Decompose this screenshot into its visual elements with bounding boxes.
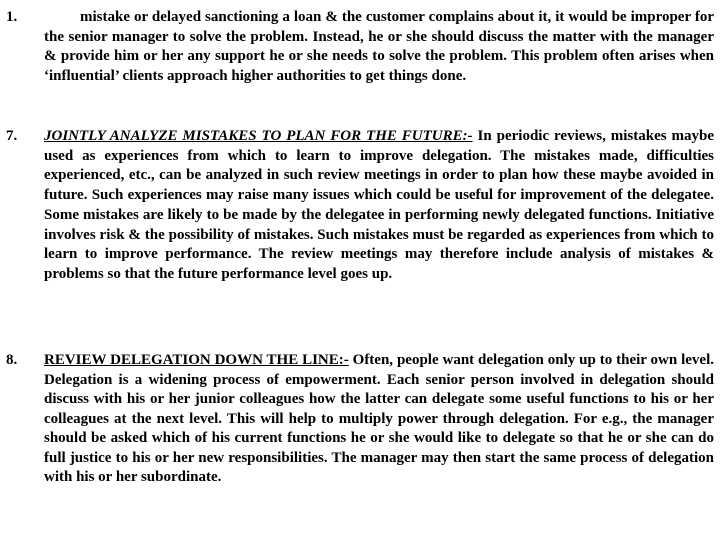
item-number: 1. bbox=[6, 9, 18, 25]
item-number: 8. bbox=[6, 352, 18, 368]
list-item-1 bbox=[6, 8, 714, 87]
list-item-8 bbox=[6, 351, 714, 488]
list-item-7 bbox=[6, 127, 714, 285]
item-body bbox=[44, 351, 714, 488]
item-text: mistake or delayed sanctioning a loan & the customer complains about it, it would be improper for the senior manager to solve the problem. Instead, he or she should discuss the matter with the manager & provide him or her any support he or she needs to solve the problem. This problem often arises when ‘influential’ clients approach higher authorities to get things done. bbox=[44, 9, 714, 85]
item-number: 7. bbox=[6, 128, 18, 144]
item-body bbox=[44, 8, 714, 87]
item-text: Often, people want delegation only up to their own level. Delegation is a widening process of empowerment. Each senior person involved in delegation should discuss with his or her junior colleagues how the latter can delegate some useful functions to his or her colleagues at the next level. This will help to multiply power through delegation. For e.g., the manager should be asked which of his current functions he or she would like to delegate so that he or she can do full justice to his or her new responsibilities. The manager may then start the same process of delegation with his or her subordinate. bbox=[44, 352, 714, 485]
item-heading: REVIEW DELEGATION DOWN THE LINE:- bbox=[44, 352, 349, 368]
item-text: In periodic reviews, mistakes maybe used as experiences from which to learn to improve delegation. The mistakes made, difficulties experienced, etc., can be analyzed in such review meetings in order to plan how these maybe avoided in future. Such experiences may raise many issues which could be useful for improvement of the delegatee. Some mistakes are likely to be made by the delegatee in performing newly delegated functions. Initiative involves risk & the possibility of mistakes. Such mistakes must be regarded as experiences from which to learn to improve performance. The review meetings may therefore include analysis of mistakes & problems so that the future performance level goes up. bbox=[44, 128, 714, 282]
item-body bbox=[44, 127, 714, 285]
item-heading: JOINTLY ANALYZE MISTAKES TO PLAN FOR THE FUTURE:- bbox=[44, 128, 473, 144]
